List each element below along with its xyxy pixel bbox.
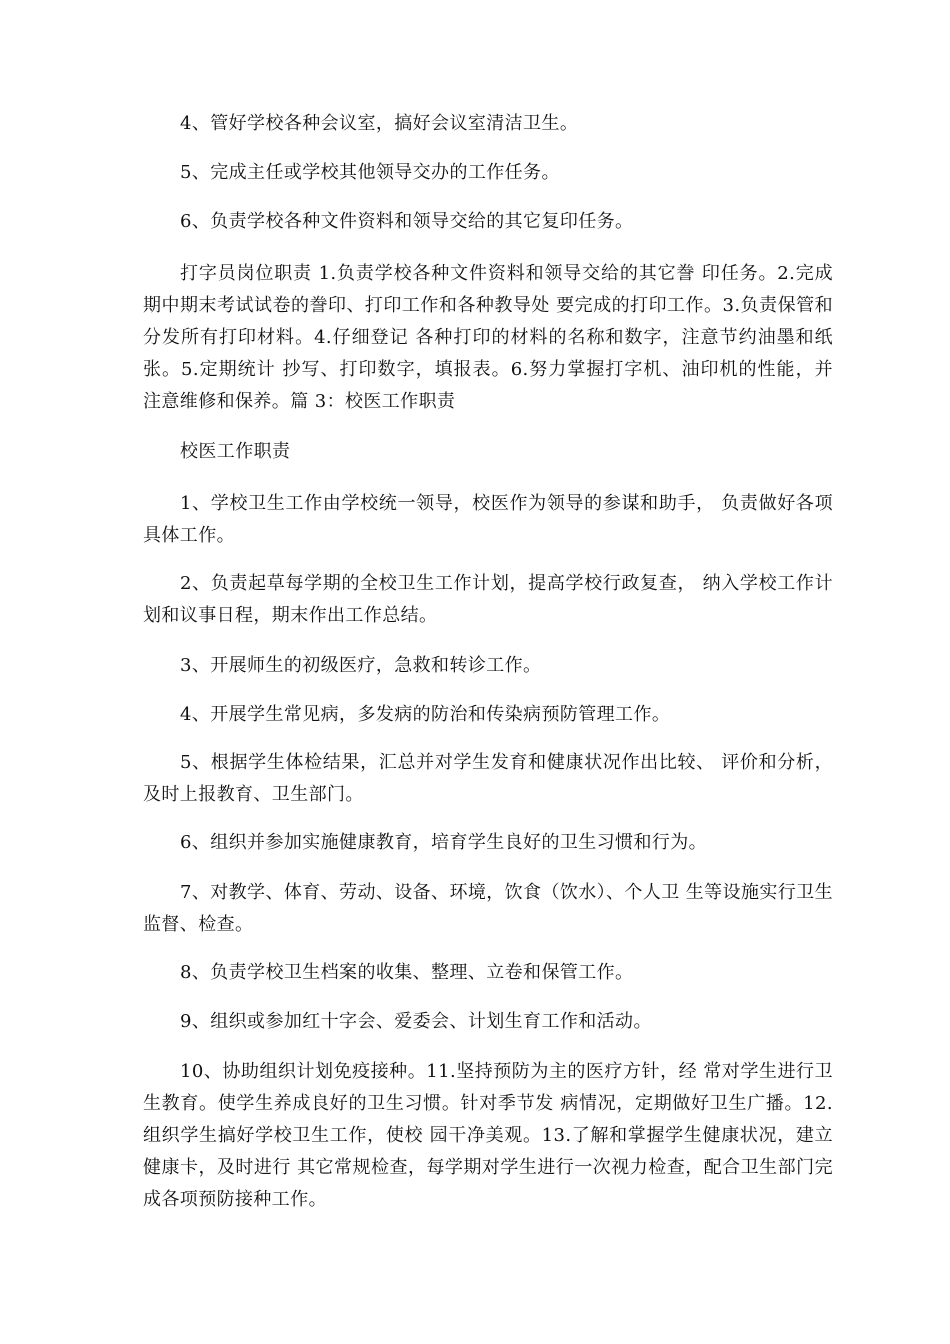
- paragraph-typist-duties: 打字员岗位职责 1.负责学校各种文件资料和领导交给的其它誊 印任务。2.完成期中期末考试试卷的誊印、打印工作和各种教导处 要完成的打印工作。3.负责保管和分发所有打印材料。4.仔细登记 各种打印的材料的名称和数字，注意节约油墨和纸张。5.定期统计 抄写、打印数字，填报表。6.努力掌握打字机、油印机的性能，并 注意维修和保养。篇 3：校医工作职责: [143, 263, 833, 412]
- paragraph-doctor-duty-10-13: 10、协助组织计划免疫接种。11.坚持预防为主的医疗方针，经 常对学生进行卫生教育。使学生养成良好的卫生习惯。针对季节发 病情况，定期做好卫生广播。12.组织学生搞好学校卫生工作，使校 园干净美观。13.了解和掌握学生健康状况，建立健康卡，及时进行 其它常规检查，每学期对学生进行一次视力检查，配合卫生部门完 成各项预防接种工作。: [143, 1061, 833, 1210]
- paragraph-doctor-duty-3: 3、开展师生的初级医疗，急救和转诊工作。: [180, 655, 542, 676]
- paragraph-doctor-duty-9: 9、组织或参加红十字会、爱委会、计划生育工作和活动。: [180, 1011, 652, 1032]
- paragraph-doctor-duty-7: 7、对教学、体育、劳动、设备、环境，饮食（饮水）、个人卫 生等设施实行卫生监督、检查。: [143, 882, 833, 935]
- paragraph-copy-tasks: 6、负责学校各种文件资料和领导交给的其它复印任务。: [180, 211, 634, 232]
- section-heading-school-doctor: 校医工作职责: [180, 441, 291, 462]
- paragraph-assigned-tasks: 5、完成主任或学校其他领导交办的工作任务。: [180, 162, 560, 183]
- paragraph-doctor-duty-2: 2、负责起草每学期的全校卫生工作计划，提高学校行政复查， 纳入学校工作计划和议事日程，期末作出工作总结。: [143, 573, 833, 626]
- paragraph-doctor-duty-1: 1、学校卫生工作由学校统一领导，校医作为领导的参谋和助手， 负责做好各项具体工作。: [143, 493, 833, 546]
- paragraph-meeting-rooms: 4、管好学校各种会议室，搞好会议室清洁卫生。: [180, 113, 579, 134]
- paragraph-doctor-duty-5: 5、根据学生体检结果，汇总并对学生发育和健康状况作出比较、 评价和分析，及时上报教育、卫生部门。: [143, 752, 833, 805]
- paragraph-doctor-duty-8: 8、负责学校卫生档案的收集、整理、立卷和保管工作。: [180, 962, 634, 983]
- paragraph-doctor-duty-6: 6、组织并参加实施健康教育，培育学生良好的卫生习惯和行为。: [180, 832, 708, 853]
- paragraph-doctor-duty-4: 4、开展学生常见病，多发病的防治和传染病预防管理工作。: [180, 704, 671, 725]
